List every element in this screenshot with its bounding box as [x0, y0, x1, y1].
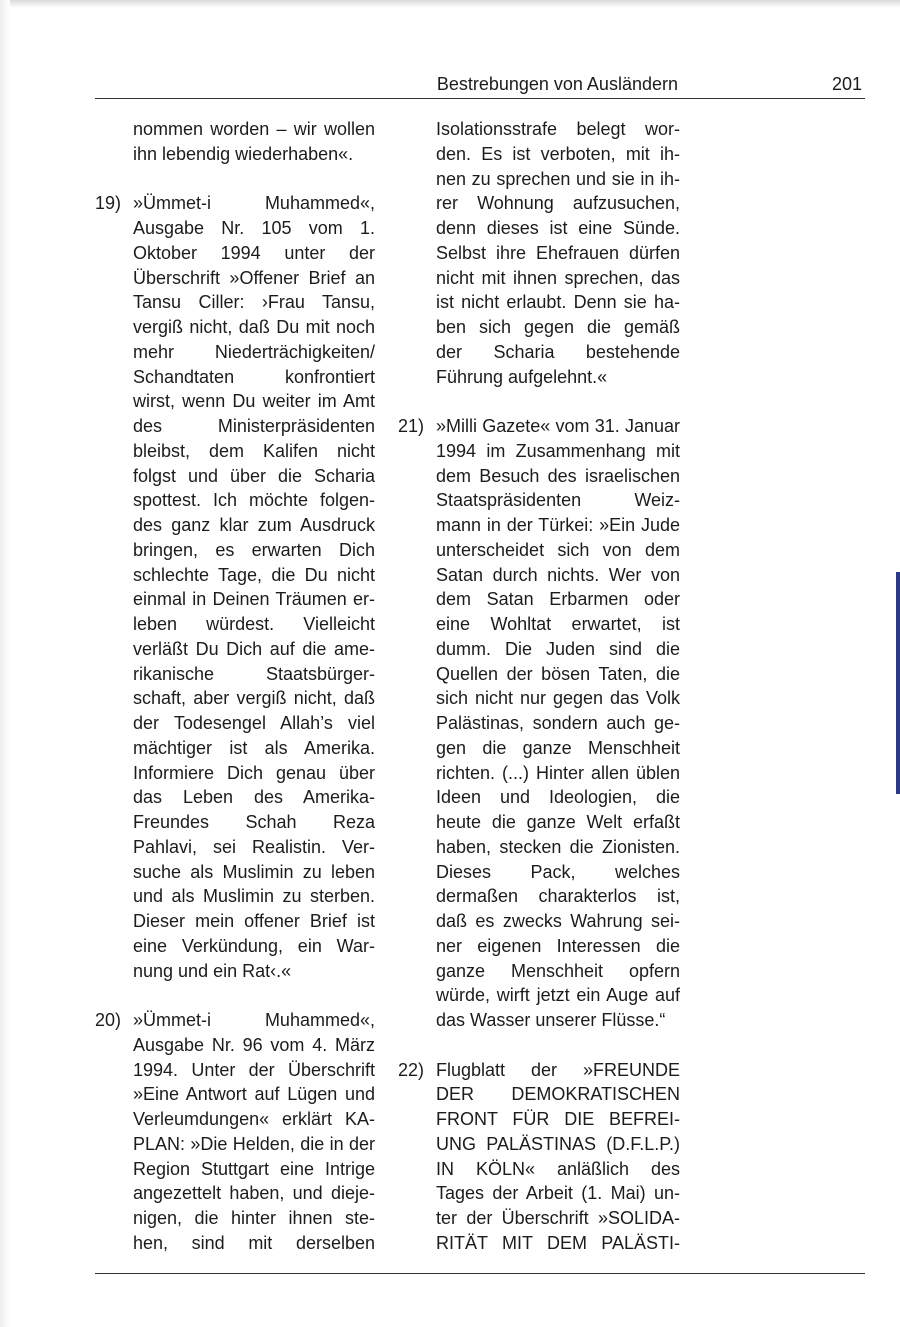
text-line: Ausgabe Nr. 105 vom 1.: [133, 218, 375, 238]
text-line: dumm. Die Juden sind die: [436, 638, 680, 659]
text-line: angezettelt haben, und dieje-: [133, 1183, 375, 1204]
page-number: 201: [831, 74, 862, 94]
continued-note-text: [398, 117, 680, 389]
text-line: 1994 im Zusammenhang mit: [436, 440, 680, 461]
text-line: Überschrift »Offener Brief an: [133, 267, 375, 288]
text-line: nigen, die hinter ihnen ste-: [133, 1208, 375, 1228]
text-line: Freundes Schah Reza: [133, 812, 375, 832]
text-line: Palästinas, sondern auch ge-: [436, 713, 680, 733]
text-line: ihn lebendig wiederhaben«.: [133, 143, 354, 164]
text-line: Verleumdungen« erklärt KA-: [133, 1109, 375, 1129]
text-line: mächtiger ist als Amerika.: [133, 737, 375, 758]
text-line: mann in der Türkei: »Ein Jude: [436, 515, 680, 535]
text-line: den. Es ist verboten, mit ih-: [436, 143, 680, 164]
text-line: heute die ganze Welt erfaßt: [436, 812, 680, 832]
text-line: »Ümmet-i Muhammed«,: [133, 1010, 375, 1030]
text-line: FRONT FÜR DIE BEFREI-: [436, 1109, 680, 1129]
text-line: dem Besuch des israelischen: [436, 465, 680, 486]
text-line: UNG PALÄSTINAS (D.F.L.P.): [436, 1133, 680, 1154]
text-line: sich nicht nur gegen das Volk: [436, 688, 680, 709]
text-line: PLAN: »Die Helden, die in der: [133, 1133, 375, 1154]
text-line: gen die ganze Menschheit: [436, 737, 680, 758]
text-line: hen, sind mit derselben: [133, 1232, 375, 1253]
text-line: Tages der Arbeit (1. Mai) un-: [436, 1183, 680, 1204]
text-line: Führung aufgelehnt.«: [436, 366, 608, 387]
text-line: rikanische Staatsbürger-: [133, 663, 375, 684]
text-line: Quellen der bösen Taten, die: [436, 663, 680, 684]
text-line: Isolationsstrafe belegt wor-: [436, 119, 680, 139]
text-line: und als Muslimin zu sterben.: [133, 886, 375, 907]
text-line: nen zu sprechen und sie in ih-: [436, 168, 680, 189]
text-line: »Eine Antwort auf Lügen und: [133, 1084, 375, 1105]
text-line: »Milli Gazete« vom 31. Januar: [436, 416, 680, 436]
text-line: des Ministerpräsidenten: [133, 416, 375, 436]
text-line: Ausgabe Nr. 96 vom 4. März: [133, 1034, 375, 1055]
text-line: der Scharia bestehende: [436, 341, 680, 362]
text-line: vergiß nicht, daß Du mit noch: [133, 317, 375, 337]
header-rule: [95, 98, 865, 99]
text-line: nommen worden – wir wollen: [133, 119, 375, 139]
text-line: haben, stecken die Zionisten.: [436, 836, 680, 857]
text-line: ter der Überschrift »SOLIDA-: [436, 1208, 680, 1228]
text-line: eine Wohltat erwartet, ist: [436, 614, 680, 634]
continued-note-text: [95, 117, 375, 167]
text-line: des ganz klar zum Ausdruck: [133, 515, 375, 535]
text-line: nicht mit ihnen sprechen, das: [436, 267, 680, 288]
text-line: bleibst, dem Kalifen nicht: [133, 440, 375, 461]
text-line: das Leben des Amerika-: [133, 787, 375, 808]
right-column: [398, 117, 680, 1256]
text-line: das Wasser unserer Flüsse.“: [436, 1010, 666, 1030]
edge-marker: [896, 572, 900, 794]
text-line: Ideen und Ideologien, die: [436, 787, 680, 808]
running-title: Bestrebungen von Ausländern: [436, 74, 678, 94]
footer-rule: [95, 1273, 865, 1274]
text-line: ner eigenen Interessen die: [436, 935, 680, 956]
text-line: 1994. Unter der Überschrift: [133, 1059, 375, 1080]
text-line: ist nicht erlaubt. Denn sie ha-: [436, 292, 680, 313]
footnote-number: 21): [398, 416, 425, 436]
text-line: DER DEMOKRATISCHEN: [436, 1084, 680, 1105]
text-line: spottest. Ich möchte folgen-: [133, 490, 375, 511]
left-column: [95, 117, 375, 1256]
text-line: bringen, es erwarten Dich: [133, 539, 375, 560]
footnote-number: 22): [398, 1059, 425, 1080]
text-line: nung und ein Rat‹.«: [133, 960, 292, 981]
text-line: verläßt Du Dich auf die ame-: [133, 638, 375, 659]
page-top-edge: [0, 0, 900, 8]
text-line: Pahlavi, sei Realistin. Ver-: [133, 836, 375, 857]
footnote-19: [95, 191, 375, 983]
footnote-number: 20): [95, 1010, 122, 1030]
text-line: unterscheidet sich von dem: [436, 539, 680, 560]
text-line: Oktober 1994 unter der: [133, 242, 375, 263]
text-line: folgst und über die Scharia: [133, 465, 375, 486]
text-line: schaft, aber vergiß nicht, daß: [133, 688, 375, 709]
text-line: suche als Muslimin zu leben: [133, 861, 375, 882]
text-line: IN KÖLN« anläßlich des: [436, 1158, 680, 1179]
text-line: Staatspräsidenten Weiz-: [436, 490, 680, 511]
text-line: dermaßen charakterlos ist,: [436, 886, 680, 907]
text-line: wirst, wenn Du weiter im Amt: [133, 391, 375, 412]
footnote-22: [398, 1058, 680, 1256]
text-line: daß es zwecks Wahrung sei-: [436, 911, 680, 931]
text-line: mehr Niederträchigkeiten/: [133, 341, 375, 362]
text-line: eine Verkündung, ein War-: [133, 935, 375, 956]
footnote-20: [95, 1008, 375, 1256]
text-line: Satan durch nichts. Wer von: [436, 564, 680, 585]
text-line: Dieser mein offener Brief ist: [133, 911, 375, 931]
text-line: RITÄT MIT DEM PALÄSTI-: [436, 1232, 680, 1253]
text-line: schlechte Tage, die Du nicht: [133, 564, 375, 585]
text-line: Flugblatt der »FREUNDE: [436, 1059, 680, 1080]
text-line: Tansu Ciller: ›Frau Tansu,: [133, 292, 375, 313]
text-line: ben sich gegen die gemäß: [436, 317, 680, 337]
footnote-21: [398, 414, 680, 1033]
text-line: einmal in Deinen Träumen er-: [133, 589, 375, 610]
text-line: »Ümmet-i Muhammed«,: [133, 193, 375, 214]
text-line: Dieses Pack, welches: [436, 861, 680, 882]
footnote-number: 19): [95, 193, 122, 214]
page-left-edge: [0, 0, 10, 1327]
text-line: leben würdest. Vielleicht: [133, 614, 375, 634]
text-line: der Todesengel Allah’s viel: [133, 713, 375, 733]
text-line: dem Satan Erbarmen oder: [436, 589, 680, 610]
text-line: richten. (...) Hinter allen üblen: [436, 762, 680, 783]
text-line: würde, wirft jetzt ein Auge auf: [436, 985, 680, 1006]
text-line: rer Wohnung aufzusuchen,: [436, 193, 680, 214]
text-line: Informiere Dich genau über: [133, 762, 375, 783]
text-line: denn dieses ist eine Sünde.: [436, 218, 680, 238]
text-line: Selbst ihre Ehefrauen dürfen: [436, 242, 680, 263]
running-header: [0, 72, 900, 96]
text-line: Region Stuttgart eine Intrige: [133, 1158, 375, 1179]
text-line: Schandtaten konfrontiert: [133, 366, 375, 387]
text-line: ganze Menschheit opfern: [436, 960, 680, 981]
